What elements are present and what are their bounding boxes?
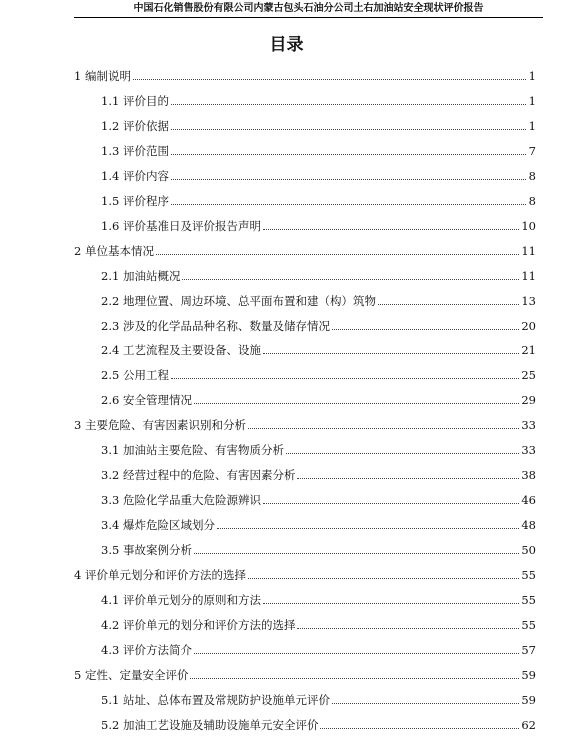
toc-entry[interactable]: [101, 637, 536, 657]
toc-dot-leader: [263, 502, 519, 504]
toc-dot-leader: [320, 727, 519, 729]
toc-entry-page: 21: [521, 343, 536, 358]
toc-entry-page: 55: [521, 568, 536, 582]
toc-dot-leader: [332, 702, 519, 704]
toc-entry[interactable]: [101, 512, 536, 532]
toc-entry-label: 2 单位基本情况: [74, 243, 154, 258]
toc-entry[interactable]: [101, 163, 536, 183]
toc-entry-label: 4 评价单元划分和评价方法的选择: [74, 568, 246, 582]
toc-dot-leader: [171, 128, 526, 130]
toc-dot-leader: [171, 203, 526, 205]
toc-entry-label: 3.3 危险化学品重大危险源辨识: [101, 493, 261, 508]
toc-entry-page: 8: [528, 168, 536, 183]
toc-entry[interactable]: [101, 437, 536, 457]
toc-entry-label: 4.3 评价方法简介: [101, 642, 192, 657]
toc-entry-page: 48: [521, 518, 536, 533]
toc-entry-page: 25: [521, 368, 536, 383]
toc-dot-leader: [378, 303, 519, 305]
toc-entry-label: 1.6 评价基准日及评价报告声明: [101, 218, 261, 233]
toc-entry-label: 3.5 事故案例分析: [101, 543, 192, 558]
toc-entry[interactable]: [74, 238, 536, 258]
toc-entry[interactable]: [101, 288, 536, 308]
toc-entry[interactable]: [101, 687, 536, 707]
toc-dot-leader: [190, 677, 519, 679]
toc-entry-page: 55: [521, 592, 536, 607]
toc-entry-label: 2.2 地理位置、周边环境、总平面布置和建（构）筑物: [101, 293, 376, 308]
toc-entry[interactable]: [101, 537, 536, 557]
toc-entry-label: 1.3 评价范围: [101, 143, 169, 158]
toc-entry-label: 3.4 爆炸危险区域划分: [101, 518, 215, 533]
toc-entry-label: 1.5 评价程序: [101, 193, 169, 208]
toc-dot-leader: [194, 552, 519, 554]
toc-dot-leader: [263, 228, 519, 230]
toc-dot-leader: [286, 452, 519, 454]
toc-entry-page: 13: [521, 293, 536, 308]
toc-dot-leader: [171, 178, 526, 180]
toc-entry-label: 5 定性、定量安全评价: [74, 667, 189, 682]
toc-entry[interactable]: [101, 362, 536, 382]
toc-entry-label: 5.1 站址、总体布置及常规防护设施单元评价: [101, 692, 330, 707]
toc-dot-leader: [156, 253, 519, 255]
toc-entry[interactable]: [101, 188, 536, 208]
toc-entry[interactable]: [74, 562, 536, 582]
toc-entry[interactable]: [101, 337, 536, 357]
toc-dot-leader: [182, 278, 519, 280]
toc-entry[interactable]: [101, 487, 536, 507]
toc-entry-page: 8: [528, 193, 536, 208]
toc-entry-label: 2.1 加油站概况: [101, 268, 181, 283]
toc-entry-label: 3 主要危险、有害因素识别和分析: [74, 418, 246, 433]
toc-entry-page: 50: [521, 543, 536, 558]
toc-dot-leader: [194, 402, 519, 404]
toc-entry[interactable]: [101, 213, 536, 233]
toc-entry-page: 10: [521, 218, 536, 233]
toc-dot-leader: [248, 577, 519, 579]
toc-entry-label: 2.4 工艺流程及主要设备、设施: [101, 343, 261, 358]
toc-entry[interactable]: [101, 88, 536, 108]
toc-entry[interactable]: [101, 263, 536, 283]
toc-dot-leader: [133, 78, 526, 80]
toc-dot-leader: [297, 627, 519, 629]
toc-entry-page: 62: [521, 717, 536, 732]
page-title: 目录: [269, 35, 304, 55]
toc-entry-page: 33: [521, 418, 536, 433]
toc-entry[interactable]: [101, 113, 536, 133]
toc-entry[interactable]: [101, 138, 536, 158]
toc-entry-page: 11: [521, 243, 536, 258]
toc-entry-label: 1.4 评价内容: [101, 168, 169, 183]
toc-dot-leader: [217, 527, 519, 529]
toc-entry-page: 1: [528, 69, 536, 83]
toc-entry[interactable]: [74, 662, 536, 682]
toc-entry-page: 11: [521, 268, 536, 283]
running-header: 中国石化销售股份有限公司内蒙古包头石油分公司土右加油站安全现状评价报告: [74, 0, 543, 18]
toc-entry-page: 29: [521, 393, 536, 408]
toc-entry-page: 57: [521, 642, 536, 657]
toc-entry-label: 2.6 安全管理情况: [101, 393, 192, 408]
toc-entry[interactable]: [74, 412, 536, 432]
toc-entry-page: 20: [521, 318, 536, 333]
toc-entry-label: 1 编制说明: [74, 69, 131, 83]
toc-dot-leader: [297, 477, 519, 479]
toc-dot-leader: [171, 377, 519, 379]
toc-dot-leader: [248, 427, 519, 429]
toc-entry-page: 1: [528, 93, 536, 108]
toc-dot-leader: [263, 352, 519, 354]
toc-entry-page: 59: [521, 692, 536, 707]
toc-dot-leader: [194, 652, 519, 654]
toc-entry[interactable]: [101, 313, 536, 333]
toc-entry-page: 7: [528, 143, 536, 158]
toc-dot-leader: [263, 602, 519, 604]
toc-entry-label: 2.3 涉及的化学品品种名称、数量及储存情况: [101, 318, 330, 333]
toc-entry-page: 1: [528, 118, 536, 133]
toc-entry-label: 5.2 加油工艺设施及辅助设施单元安全评价: [101, 717, 319, 732]
toc-entry[interactable]: [74, 63, 536, 83]
toc-entry-label: 2.5 公用工程: [101, 368, 169, 383]
toc-entry-label: 4.2 评价单元的划分和评价方法的选择: [101, 617, 296, 632]
toc-entry[interactable]: [101, 612, 536, 632]
toc-entry-page: 59: [521, 667, 536, 682]
toc-entry[interactable]: [101, 712, 536, 732]
toc-entry-page: 46: [521, 493, 536, 508]
toc-entry-label: 3.2 经营过程中的危险、有害因素分析: [101, 468, 296, 483]
toc-entry-page: 55: [521, 617, 536, 632]
toc-entry-page: 38: [521, 468, 536, 483]
toc-entry-label: 4.1 评价单元划分的原则和方法: [101, 592, 261, 607]
toc-entry[interactable]: [101, 387, 536, 407]
toc-dot-leader: [332, 328, 519, 330]
toc-entry-label: 1.2 评价依据: [101, 118, 169, 133]
toc-entry[interactable]: [101, 587, 536, 607]
toc-dot-leader: [171, 103, 526, 105]
toc-entry[interactable]: [101, 462, 536, 482]
toc-entry-page: 33: [521, 443, 536, 458]
toc-entry-label: 1.1 评价目的: [101, 93, 169, 108]
toc-entry-label: 3.1 加油站主要危险、有害物质分析: [101, 443, 284, 458]
toc-dot-leader: [171, 153, 526, 155]
